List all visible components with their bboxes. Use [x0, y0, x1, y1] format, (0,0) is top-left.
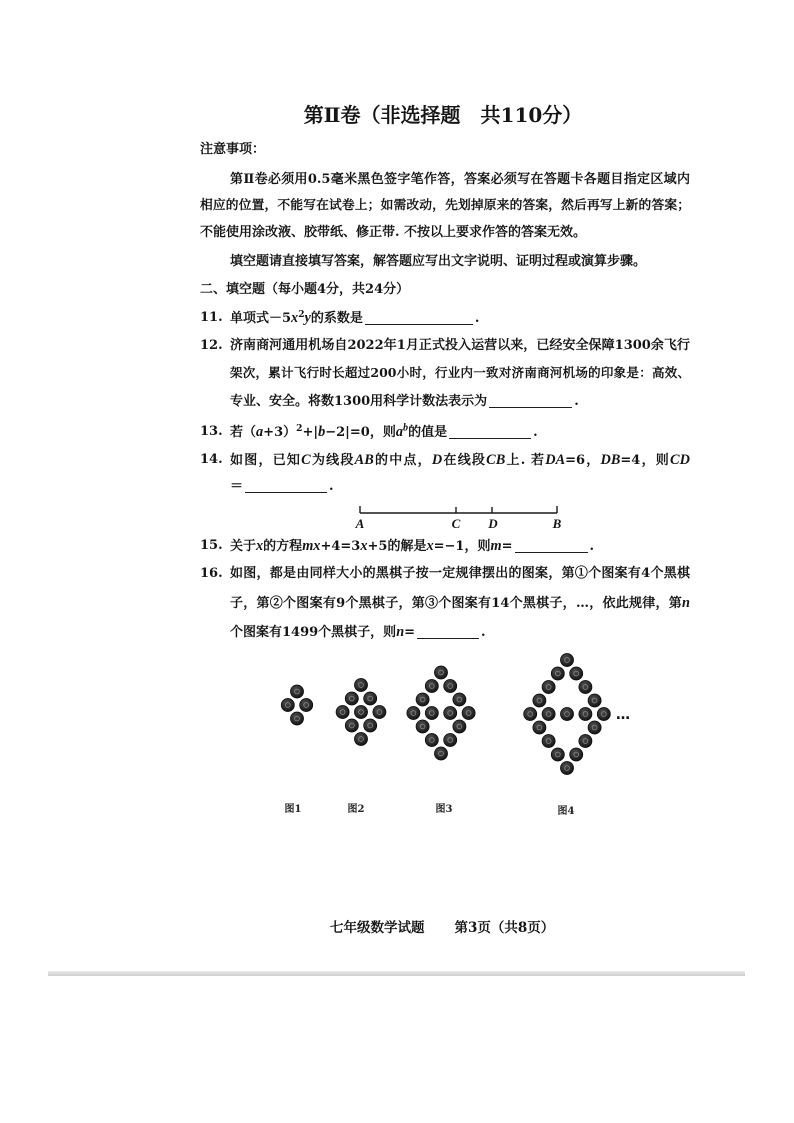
- black-stone: [425, 733, 438, 746]
- question-number: 14.: [200, 452, 223, 467]
- question-text: 在线段: [442, 453, 487, 468]
- black-stone: [364, 692, 377, 705]
- variable-a: a: [395, 424, 403, 440]
- point-label-a: A: [355, 516, 365, 531]
- variable-a: a: [256, 424, 264, 440]
- fill-in-section-heading: 二、填空题（每小题4分，共24分）: [200, 282, 410, 297]
- variable-n: n: [396, 624, 405, 640]
- black-stone: [345, 719, 358, 732]
- point-d: D: [431, 452, 443, 468]
- black-stone: [453, 720, 466, 733]
- black-stone: [290, 712, 303, 725]
- black-stone: [354, 732, 367, 745]
- black-stone: [354, 705, 367, 718]
- segment-cb: CB: [486, 452, 506, 468]
- variable-x: x: [291, 310, 299, 326]
- question-text: 专业、安全。将数1300用科学计数法表示为: [230, 394, 488, 409]
- segment-db: DB: [600, 452, 621, 468]
- segment-da: DA: [545, 452, 566, 468]
- pattern-figure-2: [336, 678, 386, 745]
- black-stone: [462, 706, 475, 719]
- variable-b: b: [318, 424, 326, 440]
- end-period: .: [574, 394, 579, 409]
- black-stone: [542, 680, 555, 693]
- black-stone: [416, 693, 429, 706]
- exponent: 2: [296, 423, 303, 434]
- end-period: .: [474, 311, 480, 326]
- black-stone: [444, 733, 457, 746]
- black-stone: [524, 707, 537, 720]
- black-stone: [570, 748, 583, 761]
- question-text: +|: [302, 425, 319, 440]
- black-stone: [588, 694, 601, 707]
- black-stone: [588, 721, 601, 734]
- black-stone: [425, 679, 438, 692]
- black-stone: [434, 747, 447, 760]
- black-stone: [551, 748, 564, 761]
- black-stone: [597, 707, 610, 720]
- variable-x: x: [360, 538, 368, 554]
- question-text: 子，第②个图案有9个黑棋子，第③个图案有14个黑棋子，…，依此规律，第: [230, 596, 683, 611]
- figure-label-4: 图4: [557, 806, 575, 817]
- black-stone: [444, 706, 457, 719]
- question-number: 15.: [200, 538, 223, 553]
- scan-edge: [48, 971, 745, 976]
- black-stone: [444, 679, 457, 692]
- black-stone: [416, 720, 429, 733]
- notice-line-3: 不能使用涂改液、胶带纸、修正带. 不按以上要求作答的答案无效。: [200, 225, 587, 240]
- question-text: 的系数是: [310, 311, 363, 326]
- notice-line-4: 填空题请直接填写答案，解答题应写出文字说明、证明过程或演算步骤。: [230, 254, 647, 269]
- black-stone: [453, 693, 466, 706]
- exponent-b: b: [403, 422, 409, 434]
- black-stone: [542, 707, 555, 720]
- black-stone: [560, 707, 573, 720]
- black-stone: [290, 685, 303, 698]
- ellipsis: …: [616, 707, 630, 723]
- figure-label-2: 图2: [347, 804, 365, 815]
- question-text: 架次，累计飞行时长超过200小时，行业内一致对济南商河机场的印象是：高效、: [230, 365, 690, 380]
- black-stone: [434, 666, 447, 679]
- page-footer: [330, 919, 554, 937]
- question-text: 上. 若: [505, 453, 546, 468]
- black-stone: [579, 707, 592, 720]
- black-stone: [542, 734, 555, 747]
- question-text: 如图，都是由同样大小的黑棋子按一定规律摆出的图案，第①个图案有4个黑棋: [230, 566, 690, 581]
- end-period: .: [533, 425, 538, 440]
- question-text: 关于: [230, 539, 257, 554]
- variable-n: n: [682, 595, 690, 611]
- question-text: 济南商河通用机场自2022年1月正式投入运营以来，已经安全保障1300余飞行: [230, 338, 690, 353]
- variable-m: m: [490, 538, 502, 554]
- question-number: 12.: [200, 338, 223, 353]
- question-text: =: [404, 625, 416, 640]
- black-stone: [425, 706, 438, 719]
- question-number: 16.: [200, 566, 223, 581]
- segment-figure: [355, 506, 562, 531]
- pattern-figure-4: [524, 653, 611, 774]
- black-stone: [560, 761, 573, 774]
- pattern-figure-3: [407, 666, 475, 760]
- question-number: 13.: [200, 424, 223, 439]
- equals-sign: ＝: [230, 479, 244, 494]
- point-c: C: [301, 452, 311, 468]
- black-stone: [300, 698, 313, 711]
- black-stone: [551, 667, 564, 680]
- black-stone: [579, 734, 592, 747]
- variable-x: x: [256, 538, 264, 554]
- black-stone: [407, 706, 420, 719]
- black-stone: [533, 694, 546, 707]
- black-stone: [354, 678, 367, 691]
- question-text: 单项式－5: [230, 311, 292, 326]
- question-text: +4=3: [320, 539, 361, 554]
- section-title: 第Ⅱ卷（非选择题 共110分）: [303, 103, 583, 127]
- point-label-c: C: [451, 516, 461, 531]
- black-stone: [281, 698, 294, 711]
- black-stone: [373, 705, 386, 718]
- question-text: +5的解是: [367, 539, 427, 554]
- footer-subject: 七年级数学试题: [330, 920, 425, 936]
- black-stone: [560, 653, 573, 666]
- question-text: 若（: [230, 425, 257, 440]
- question-text: 个图案有1499个黑棋子，则: [230, 625, 397, 640]
- black-stone: [570, 667, 583, 680]
- black-stone: [345, 692, 358, 705]
- variable-y: y: [304, 310, 311, 326]
- question-number: 11.: [200, 310, 223, 325]
- end-period: .: [481, 625, 486, 640]
- segment-cd: CD: [670, 452, 690, 468]
- end-period: .: [329, 479, 334, 494]
- footer-page-number: 第3页（共8页）: [454, 920, 555, 936]
- question-text: =4，则: [620, 453, 671, 468]
- question-text: −2|=0，则: [325, 425, 396, 440]
- pattern-figures: [281, 653, 610, 774]
- black-stone: [336, 705, 349, 718]
- end-period: .: [589, 539, 595, 554]
- point-label-b: B: [552, 516, 562, 531]
- question-text: 如图，已知: [230, 453, 302, 468]
- question-text: +3）: [263, 425, 297, 440]
- black-stone: [533, 721, 546, 734]
- pattern-figure-1: [281, 685, 313, 725]
- notice-heading: 注意事项：: [200, 142, 266, 157]
- black-stone: [579, 680, 592, 693]
- question-text: 的中点，: [373, 453, 432, 468]
- point-label-d: D: [488, 516, 498, 531]
- figure-label-3: 图3: [435, 804, 453, 815]
- notice-line-2: 相应的位置，不能写在试卷上；如需改动，先划掉原来的答案，然后再写上新的答案；: [200, 198, 690, 213]
- figure-label-1: 图1: [284, 804, 302, 815]
- question-text: 的值是: [408, 425, 448, 440]
- segment-ab: AB: [354, 452, 374, 468]
- question-text: =6，: [565, 453, 601, 468]
- question-text: =: [501, 539, 513, 554]
- notice-line-1: 第Ⅱ卷必须用0.5毫米黑色签字笔作答，答案必须写在答题卡各题目指定区域内: [230, 172, 690, 187]
- question-text: 为线段: [310, 453, 355, 468]
- question-text: =−1，则: [433, 539, 491, 554]
- black-stone: [364, 719, 377, 732]
- question-text: 的方程: [263, 539, 303, 554]
- exponent: 2: [298, 309, 305, 320]
- term-mx: mx: [302, 538, 321, 554]
- variable-x: x: [426, 538, 434, 554]
